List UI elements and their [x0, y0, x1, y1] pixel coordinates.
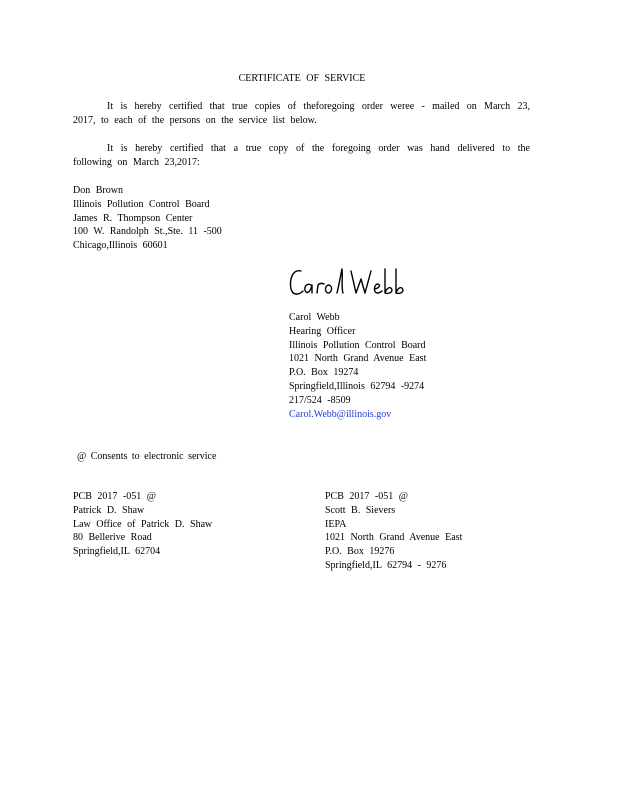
mailing-paragraph-text: It is hereby certified that true copies of theforegoing order weree - mailed on March 23, 2017, to each of the persons on the service list below.	[73, 101, 530, 126]
recipient-building: James R. Thompson Center	[73, 212, 193, 224]
service-name: Scott B. Sievers	[325, 504, 396, 516]
signer-name: Carol Webb	[289, 312, 340, 323]
signer-title: Hearing Officer	[289, 325, 356, 337]
recipient-street: 100 W. Randolph St.,Ste. 11 -500	[73, 226, 222, 238]
service-org: IEPA	[325, 518, 347, 530]
signer-city: Springfield,Illinois 62794 -9274	[289, 380, 425, 392]
consent-note: @ Consents to electronic service	[77, 451, 217, 462]
service-street: 80 Bellerive Road	[73, 532, 152, 544]
recipient-name: Don Brown	[73, 185, 123, 196]
recipient-city: Chicago,Illinois 60601	[73, 240, 168, 252]
signer-pobox: P.O. Box 19274	[289, 367, 359, 379]
service-city: Springfield,IL 62704	[73, 546, 161, 558]
certificate-title: CERTIFICATE OF SERVICE	[238, 73, 366, 84]
service-case-number: PCB 2017 -051 @	[325, 491, 408, 502]
signer-email-link[interactable]: Carol.Webb@illinois.gov	[289, 408, 392, 420]
recipient-org: Illinois Pollution Control Board	[73, 198, 210, 210]
service-name: Patrick D. Shaw	[73, 504, 145, 516]
signer-block	[289, 311, 426, 421]
service-case-number: PCB 2017 -051 @	[73, 491, 156, 502]
signer-street: 1021 North Grand Avenue East	[289, 353, 427, 365]
hand-delivery-paragraph-text: It is hereby certified that a true copy of the foregoing order was hand delivered to the following on March 23,2017:	[73, 143, 530, 168]
service-pobox: P.O. Box 19276	[325, 546, 395, 558]
signer-phone: 217/524 -8509	[289, 394, 351, 406]
service-street: 1021 North Grand Avenue East	[325, 532, 463, 544]
hand-delivery-paragraph	[73, 142, 530, 170]
service-list-entry-1	[73, 490, 212, 559]
service-list-entry-2	[325, 490, 462, 573]
mailing-paragraph	[73, 100, 530, 128]
service-org: Law Office of Patrick D. Shaw	[73, 518, 213, 530]
recipient-address	[73, 184, 222, 253]
handwritten-signature	[287, 265, 417, 301]
service-city: Springfield,IL 62794 - 9276	[325, 559, 447, 571]
signer-org: Illinois Pollution Control Board	[289, 339, 426, 351]
